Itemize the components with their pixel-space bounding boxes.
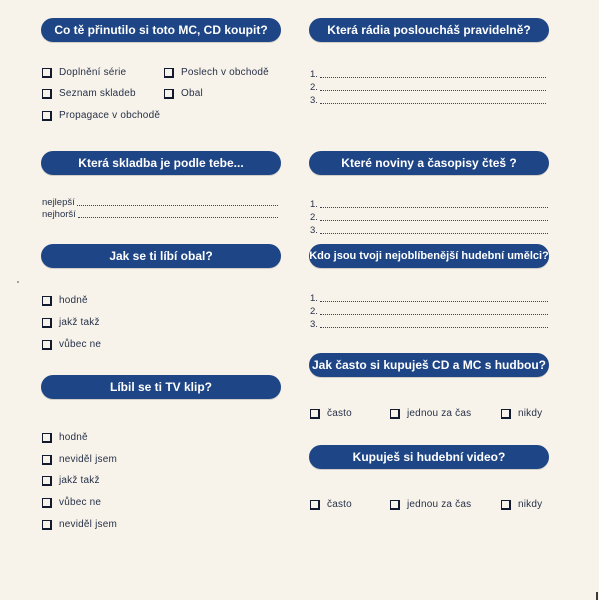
option-label: často — [327, 499, 352, 510]
option-label: nikdy — [518, 499, 543, 510]
option-checkbox[interactable] — [310, 408, 352, 419]
option-checkbox[interactable] — [42, 475, 100, 486]
dotted-line — [320, 225, 548, 234]
checkbox-icon[interactable] — [42, 498, 52, 508]
paper-speck — [17, 281, 19, 283]
line-label: 2. — [310, 82, 318, 93]
option-label: jakž takž — [59, 475, 100, 486]
line-label: 2. — [310, 306, 318, 317]
answer-line[interactable] — [310, 82, 546, 93]
option-checkbox[interactable] — [42, 110, 160, 121]
line-label: 1. — [310, 293, 318, 304]
option-label: neviděl jsem — [59, 454, 117, 465]
option-label: Doplnění série — [59, 67, 127, 78]
option-label: hodně — [59, 432, 88, 443]
answer-line[interactable] — [310, 212, 548, 223]
option-checkbox[interactable] — [310, 499, 352, 510]
option-label: vůbec ne — [59, 497, 102, 508]
checkbox-icon[interactable] — [42, 520, 52, 530]
option-label: jakž takž — [59, 317, 100, 328]
option-checkbox[interactable] — [390, 499, 471, 510]
option-label: nikdy — [518, 408, 543, 419]
line-label: 1. — [310, 199, 318, 210]
question-title: Co tě přinutilo si toto MC, CD koupit? — [54, 23, 268, 37]
checkbox-icon[interactable] — [501, 500, 511, 510]
question-title: Která skladba je podle tebe... — [78, 156, 244, 170]
dotted-line — [320, 319, 548, 328]
option-checkbox[interactable] — [390, 408, 471, 419]
dotted-line — [320, 293, 548, 302]
option-label: často — [327, 408, 352, 419]
question-title: Jak se ti líbí obal? — [109, 249, 213, 263]
answer-line[interactable] — [310, 225, 548, 236]
checkbox-icon[interactable] — [42, 433, 52, 443]
option-checkbox[interactable] — [42, 454, 117, 465]
dotted-line — [77, 197, 278, 206]
answer-line[interactable] — [310, 69, 546, 80]
line-label: nejlepší — [42, 197, 75, 208]
checkbox-icon[interactable] — [164, 68, 174, 78]
dotted-line — [320, 306, 548, 315]
option-label: jednou za čas — [407, 408, 472, 419]
question-title: Jak často si kupuješ CD a MC s hudbou? — [311, 358, 547, 372]
checkbox-icon[interactable] — [42, 111, 52, 121]
line-label: 3. — [310, 319, 318, 330]
dotted-line — [78, 209, 278, 218]
checkbox-icon[interactable] — [501, 409, 511, 419]
answer-line[interactable] — [42, 209, 278, 220]
answer-line[interactable] — [310, 95, 546, 106]
line-label: 2. — [310, 212, 318, 223]
checkbox-icon[interactable] — [390, 409, 400, 419]
checkbox-icon[interactable] — [42, 476, 52, 486]
dotted-line — [320, 82, 546, 91]
question-banner-favorite-artists — [309, 244, 549, 268]
option-checkbox[interactable] — [42, 88, 136, 99]
checkbox-icon[interactable] — [42, 296, 52, 306]
option-checkbox[interactable] — [42, 317, 100, 328]
checkbox-icon[interactable] — [310, 409, 320, 419]
question-banner-newspapers — [309, 151, 549, 175]
line-label: 3. — [310, 95, 318, 106]
crop-mark — [596, 592, 598, 600]
question-banner-purchase-reason — [41, 18, 281, 42]
dotted-line — [320, 69, 546, 78]
question-title: Kdo jsou tvoji nejoblíbenější hudební umělci? — [309, 250, 549, 262]
answer-line[interactable] — [42, 197, 278, 208]
option-checkbox[interactable] — [501, 408, 542, 419]
question-banner-buy-frequency — [309, 353, 549, 377]
checkbox-icon[interactable] — [42, 318, 52, 328]
option-label: Obal — [181, 88, 203, 99]
line-label: 1. — [310, 69, 318, 80]
line-label: 3. — [310, 225, 318, 236]
checkbox-icon[interactable] — [164, 89, 174, 99]
option-checkbox[interactable] — [42, 497, 101, 508]
question-title: Líbil se ti TV klip? — [109, 380, 212, 394]
option-checkbox[interactable] — [42, 295, 88, 306]
question-title: Kupuješ si hudební video? — [352, 450, 506, 464]
checkbox-icon[interactable] — [310, 500, 320, 510]
option-label: hodně — [59, 295, 88, 306]
option-checkbox[interactable] — [501, 499, 542, 510]
question-title: Které noviny a časopisy čteš ? — [341, 156, 517, 170]
option-checkbox[interactable] — [42, 432, 88, 443]
option-label: Seznam skladeb — [59, 88, 136, 99]
question-banner-music-video — [309, 445, 549, 469]
checkbox-icon[interactable] — [42, 89, 52, 99]
checkbox-icon[interactable] — [42, 340, 52, 350]
option-label: jednou za čas — [407, 499, 472, 510]
question-banner-tv-clip — [41, 375, 281, 399]
option-label: neviděl jsem — [59, 519, 117, 530]
line-label: nejhorší — [42, 209, 76, 220]
checkbox-icon[interactable] — [42, 68, 52, 78]
question-title: Která rádia posloucháš pravidelně? — [327, 23, 531, 37]
option-label: Propagace v obchodě — [59, 110, 161, 121]
answer-line[interactable] — [310, 199, 548, 210]
answer-line[interactable] — [310, 319, 548, 330]
checkbox-icon[interactable] — [390, 500, 400, 510]
option-checkbox[interactable] — [164, 88, 203, 99]
dotted-line — [320, 199, 548, 208]
dotted-line — [320, 95, 546, 104]
question-banner-radio — [309, 18, 549, 42]
option-checkbox[interactable] — [42, 67, 126, 78]
answer-line[interactable] — [310, 306, 548, 317]
dotted-line — [320, 212, 548, 221]
option-label: vůbec ne — [59, 339, 102, 350]
option-checkbox[interactable] — [42, 339, 101, 350]
option-label: Poslech v obchodě — [181, 67, 269, 78]
option-checkbox[interactable] — [164, 67, 269, 78]
question-banner-cover — [41, 244, 281, 268]
checkbox-icon[interactable] — [42, 455, 52, 465]
option-checkbox[interactable] — [42, 519, 117, 530]
answer-line[interactable] — [310, 293, 548, 304]
question-banner-best-song — [41, 151, 281, 175]
